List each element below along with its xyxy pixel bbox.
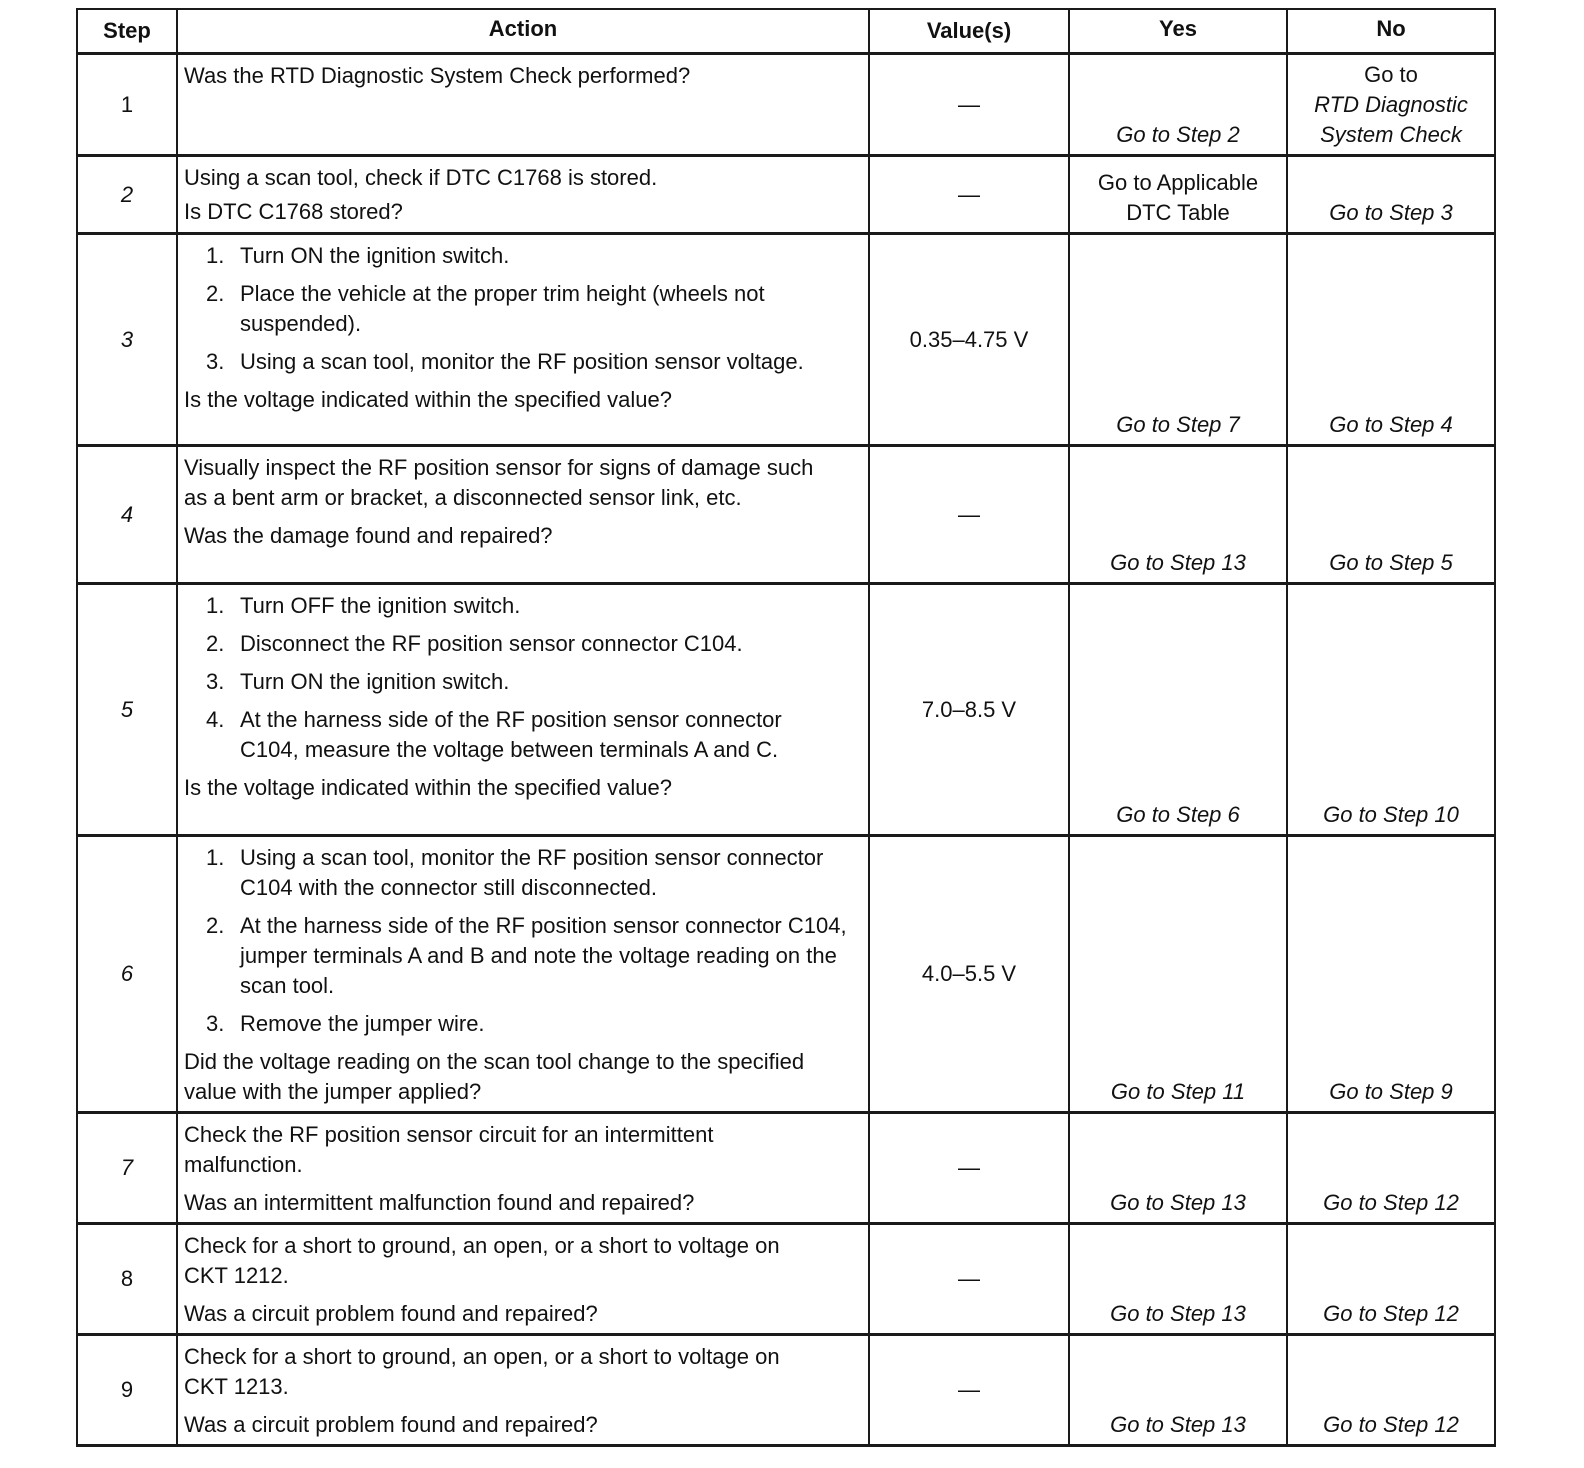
step-number: 1 bbox=[77, 54, 177, 156]
list-item bbox=[206, 591, 862, 621]
list-item bbox=[206, 629, 862, 659]
list-item-number: 3. bbox=[206, 1011, 225, 1036]
action-cell bbox=[177, 836, 869, 1113]
yes-link[interactable]: Go to Step 7 bbox=[1069, 234, 1287, 446]
action-cell bbox=[177, 584, 869, 836]
action-question: Was the damage found and repaired? bbox=[184, 523, 553, 548]
yes-link[interactable]: Go to Step 13 bbox=[1069, 446, 1287, 584]
step-number: 7 bbox=[77, 1113, 177, 1224]
action-question: Is the voltage indicated within the specified value? bbox=[184, 775, 672, 800]
action-question: Was a circuit problem found and repaired? bbox=[184, 1301, 598, 1326]
no-link-prefix: Go to bbox=[1364, 62, 1418, 87]
list-item-number: 2. bbox=[206, 281, 225, 306]
yes-link[interactable]: Go to Step 13 bbox=[1069, 1113, 1287, 1224]
no-link[interactable]: Go to Step 12 bbox=[1287, 1113, 1495, 1224]
list-item bbox=[206, 241, 862, 271]
action-text: Check for a short to ground, an open, or a short to voltage on CKT 1213. bbox=[184, 1344, 780, 1399]
action-question: Was an intermittent malfunction found and repaired? bbox=[184, 1190, 695, 1215]
no-link[interactable]: Go to Step 12 bbox=[1287, 1335, 1495, 1446]
action-text: Using a scan tool, check if DTC C1768 is stored. bbox=[184, 165, 658, 190]
action-cell bbox=[177, 1113, 869, 1224]
action-cell bbox=[177, 234, 869, 446]
value-cell: 4.0–5.5 V bbox=[869, 836, 1069, 1113]
table-row bbox=[77, 836, 1495, 1113]
list-item-number: 1. bbox=[206, 845, 225, 870]
no-link-target[interactable]: RTD Diagnostic System Check bbox=[1314, 92, 1468, 147]
list-item-text: Place the vehicle at the proper trim height (wheels not suspended). bbox=[240, 281, 765, 336]
action-cell bbox=[177, 446, 869, 584]
no-link[interactable]: Go to Step 5 bbox=[1287, 446, 1495, 584]
yes-link[interactable]: Go to Step 13 bbox=[1069, 1335, 1287, 1446]
list-item-number: 1. bbox=[206, 593, 225, 618]
list-item-number: 3. bbox=[206, 349, 225, 374]
step-number: 3 bbox=[77, 234, 177, 446]
action-cell bbox=[177, 156, 869, 234]
step-number: 2 bbox=[77, 156, 177, 234]
action-text: Was the RTD Diagnostic System Check performed? bbox=[184, 63, 691, 88]
list-item bbox=[206, 1009, 862, 1039]
list-item-text: Turn ON the ignition switch. bbox=[240, 669, 510, 694]
header-no: No bbox=[1287, 9, 1495, 54]
action-question: Is the voltage indicated within the specified value? bbox=[184, 387, 672, 412]
no-link[interactable]: Go to Step 4 bbox=[1287, 234, 1495, 446]
list-item-text: At the harness side of the RF position sensor connector C104, measure the voltage between terminals A and C. bbox=[240, 707, 782, 762]
action-question: Did the voltage reading on the scan tool change to the specified value with the jumper applied? bbox=[184, 1049, 805, 1104]
action-text: Check the RF position sensor circuit for an intermittent malfunction. bbox=[184, 1122, 714, 1177]
diagnostic-table bbox=[76, 8, 1496, 1447]
list-item-text: Turn ON the ignition switch. bbox=[240, 243, 510, 268]
step-number: 9 bbox=[77, 1335, 177, 1446]
action-question: Is DTC C1768 stored? bbox=[184, 199, 403, 224]
list-item-number: 2. bbox=[206, 913, 225, 938]
action-cell bbox=[177, 1335, 869, 1446]
value-cell: — bbox=[869, 446, 1069, 584]
list-item bbox=[206, 667, 862, 697]
action-cell bbox=[177, 54, 869, 156]
action-text: Check for a short to ground, an open, or a short to voltage on CKT 1212. bbox=[184, 1233, 780, 1288]
no-link[interactable]: Go to Step 3 bbox=[1287, 156, 1495, 234]
table-row bbox=[77, 584, 1495, 836]
yes-link[interactable]: Go to Step 11 bbox=[1069, 836, 1287, 1113]
list-item bbox=[206, 843, 862, 903]
yes-link[interactable]: Go to Applicable DTC Table bbox=[1069, 156, 1287, 234]
step-number: 5 bbox=[77, 584, 177, 836]
list-item-text: Using a scan tool, monitor the RF position sensor connector C104 with the connector still disconnected. bbox=[240, 845, 824, 900]
value-cell: — bbox=[869, 1335, 1069, 1446]
header-yes: Yes bbox=[1069, 9, 1287, 54]
value-cell: — bbox=[869, 156, 1069, 234]
list-item-number: 4. bbox=[206, 707, 225, 732]
table-row bbox=[77, 234, 1495, 446]
list-item-text: At the harness side of the RF position sensor connector C104, jumper terminals A and B and note the voltage reading on the scan tool. bbox=[240, 913, 847, 998]
no-link[interactable]: Go to Step 9 bbox=[1287, 836, 1495, 1113]
list-item-text: Disconnect the RF position sensor connector C104. bbox=[240, 631, 743, 656]
step-number: 4 bbox=[77, 446, 177, 584]
list-item-number: 3. bbox=[206, 669, 225, 694]
action-list bbox=[184, 591, 862, 765]
value-cell: — bbox=[869, 1113, 1069, 1224]
list-item-number: 2. bbox=[206, 631, 225, 656]
step-number: 8 bbox=[77, 1224, 177, 1335]
no-link[interactable]: Go to Step 10 bbox=[1287, 584, 1495, 836]
header-action: Action bbox=[177, 9, 869, 54]
list-item-text: Turn OFF the ignition switch. bbox=[240, 593, 521, 618]
action-list bbox=[184, 241, 862, 377]
list-item bbox=[206, 705, 862, 765]
list-item bbox=[206, 279, 862, 339]
header-row bbox=[77, 9, 1495, 54]
table-row bbox=[77, 446, 1495, 584]
yes-link[interactable]: Go to Step 6 bbox=[1069, 584, 1287, 836]
step-number: 6 bbox=[77, 836, 177, 1113]
value-cell: — bbox=[869, 1224, 1069, 1335]
action-cell bbox=[177, 1224, 869, 1335]
action-text: Visually inspect the RF position sensor for signs of damage such as a bent arm or bracket, a disconnected sensor link, etc. bbox=[184, 455, 814, 510]
table-row bbox=[77, 54, 1495, 156]
list-item-text: Using a scan tool, monitor the RF position sensor voltage. bbox=[240, 349, 804, 374]
table-row bbox=[77, 1224, 1495, 1335]
list-item bbox=[206, 911, 862, 1001]
no-link[interactable]: Go to Step 12 bbox=[1287, 1224, 1495, 1335]
table-row bbox=[77, 1335, 1495, 1446]
table-row bbox=[77, 1113, 1495, 1224]
yes-link[interactable]: Go to Step 2 bbox=[1069, 54, 1287, 156]
no-link[interactable] bbox=[1287, 54, 1495, 156]
table-row bbox=[77, 156, 1495, 234]
yes-link[interactable]: Go to Step 13 bbox=[1069, 1224, 1287, 1335]
value-cell: 7.0–8.5 V bbox=[869, 584, 1069, 836]
action-question: Was a circuit problem found and repaired? bbox=[184, 1412, 598, 1437]
action-list bbox=[184, 843, 862, 1039]
list-item-text: Remove the jumper wire. bbox=[240, 1011, 485, 1036]
value-cell: — bbox=[869, 54, 1069, 156]
header-step: Step bbox=[77, 9, 177, 54]
list-item bbox=[206, 347, 862, 377]
header-values: Value(s) bbox=[869, 9, 1069, 54]
list-item-number: 1. bbox=[206, 243, 225, 268]
value-cell: 0.35–4.75 V bbox=[869, 234, 1069, 446]
